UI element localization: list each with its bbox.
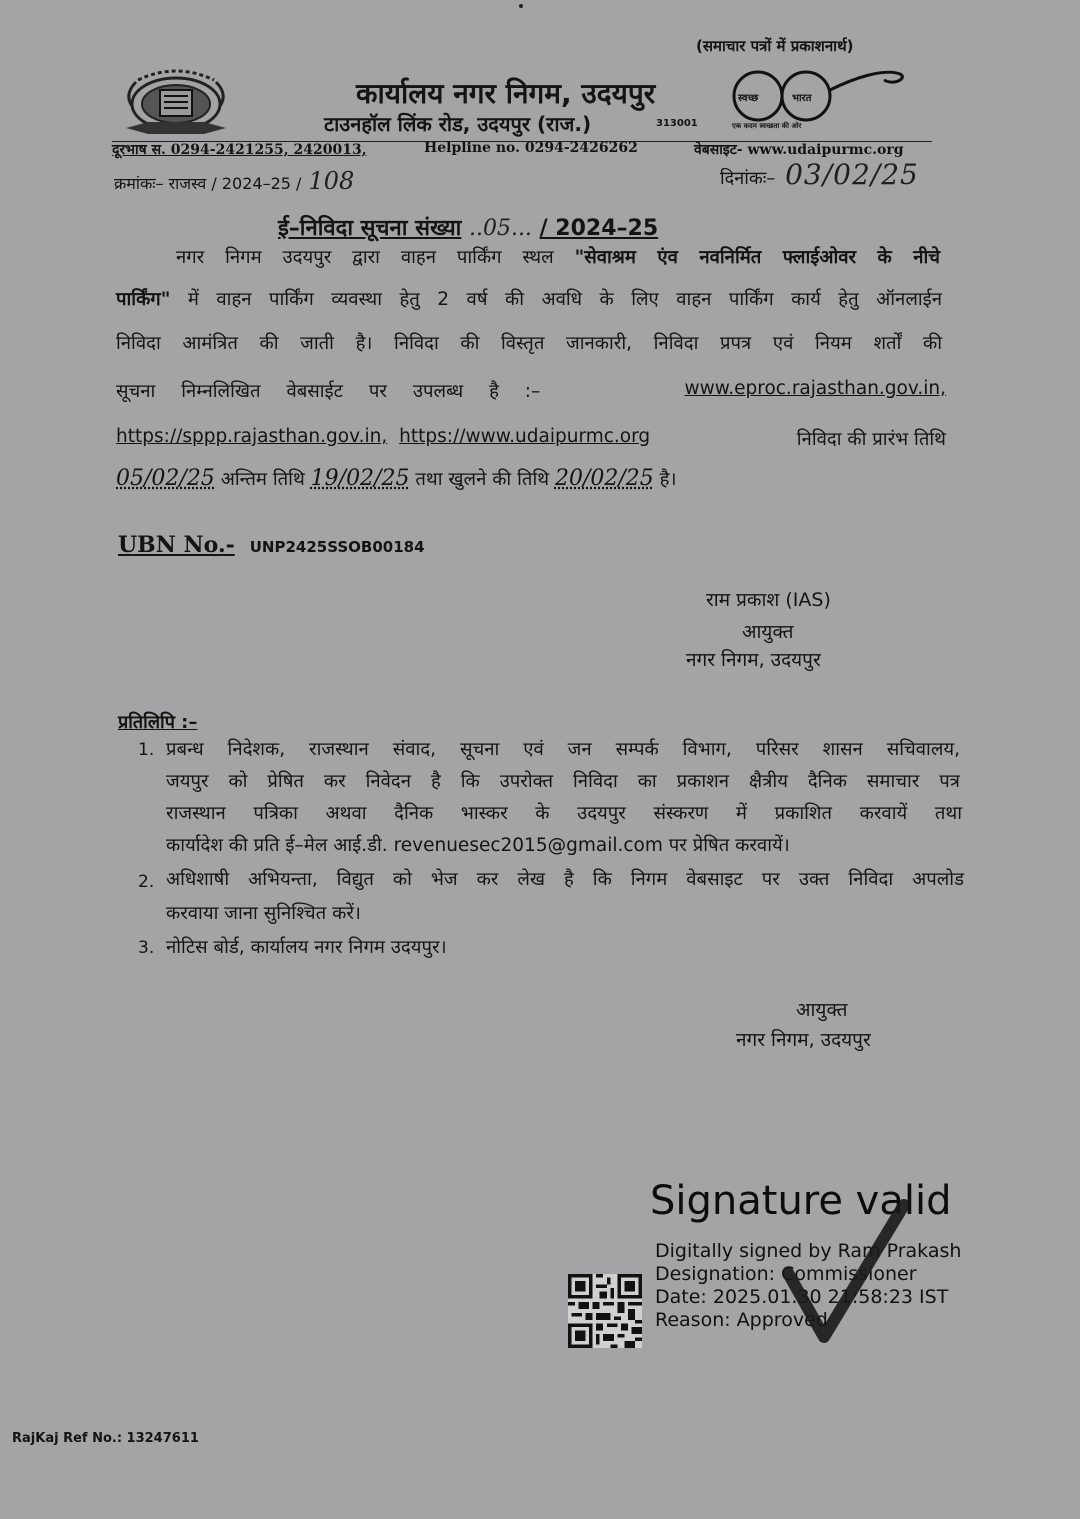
swachh-bharat-logo — [724, 64, 910, 136]
copy-item-1-line-1: प्रबन्ध निदेशक, राजस्थान संवाद, सूचना एवं जन सम्पर्क विभाग, परिसर शासन सचिवालय, — [166, 739, 960, 760]
website-link: वेबसाइट- www.udaipurmc.org — [694, 142, 904, 158]
notice-line-2b: में वाहन पार्किंग व्यवस्था हेतु 2 वर्ष की अवधि के लिए वाहन पार्किंग कार्य हेतु ऑनलाईन — [187, 289, 942, 310]
signature-reason: Reason: Approved — [655, 1309, 828, 1331]
copy-heading: प्रतिलिपि :– — [118, 712, 198, 733]
qr-code-icon — [568, 1274, 642, 1348]
udaipurmc-link[interactable]: https://www.udaipurmc.org — [399, 426, 651, 447]
notice-title-prefix: ई–निविदा सूचना संख्या — [278, 216, 462, 241]
notice-line-5 — [116, 426, 946, 450]
notice-line-1b: "सेवाश्रम एंव नवनिर्मित फ्लाईओवर के नीचे — [574, 247, 941, 268]
municipal-emblem-logo — [118, 66, 234, 144]
signature-status: Signature valid — [650, 1178, 952, 1224]
ubn-number — [118, 532, 425, 558]
notice-title — [278, 212, 658, 242]
rajkaj-reference: RajKaj Ref No.: 13247611 — [12, 1431, 199, 1446]
start-date-label: निविदा की प्रारंभ तिथि — [796, 429, 946, 450]
contact-line — [112, 140, 932, 158]
notice-line-3: निविदा आमंत्रित की जाती है। निविदा की विस्तृत जानकारी, निविदा प्रपत्र एवं नियम शर्तों की — [116, 333, 942, 354]
helpline-number: Helpline no. 0294-2426262 — [424, 140, 638, 156]
ubn-value: UNP2425SSOB00184 — [249, 538, 425, 556]
issue-date — [720, 158, 919, 191]
swachh-right-text: भारत — [792, 93, 812, 104]
signatory-name: राम प्रकाश (IAS) — [706, 589, 831, 611]
copy-item-3-number: 3. — [138, 938, 155, 958]
copy-item-1-line-3: राजस्थान पत्रिका अथवा दैनिक भास्कर के उदयपुर संस्करण में प्रकाशित करवायें तथा — [166, 803, 962, 824]
signatory-office: नगर निगम, उदयपुर — [686, 649, 821, 671]
copy-item-3-line-1: नोटिस बोर्ड, कार्यालय नगर निगम उदयपुर। — [166, 937, 447, 958]
check-mark-icon — [780, 1195, 910, 1345]
phone-numbers: दूरभाष स. 0294-2421255, 2420013, — [112, 142, 367, 158]
office-address: टाउनहॉल लिंक रोड, उदयपुर (राज.) — [324, 112, 592, 136]
signatory2-office: नगर निगम, उदयपुर — [736, 1029, 871, 1051]
signatory2-designation: आयुक्त — [796, 999, 848, 1021]
signer-designation: Designation: Commissioner — [655, 1263, 917, 1285]
copy-item-1-number: 1. — [138, 740, 155, 760]
last-date-label: अन्तिम तिथि — [220, 469, 305, 490]
copy-item-1-line-2: जयपुर को प्रेषित कर निवेदन है कि उपरोक्त निविदा का प्रकाशन क्षैत्रीय दैनिक समाचार पत्र — [166, 771, 960, 792]
press-note: (समाचार पत्रों में प्रकाशनार्थ) — [696, 37, 854, 55]
eproc-link[interactable]: www.eproc.rajasthan.gov.in, — [684, 378, 946, 399]
copy-item-1-line-4: कार्यादेश की प्रति ई–मेल आई.डी. revenuesec2015@gmail.com पर प्रेषित करवायें। — [166, 835, 790, 856]
copy-item-2-number: 2. — [138, 872, 155, 892]
notice-end: है। — [659, 469, 677, 490]
date-handwritten-value: 03/02/25 — [785, 158, 919, 191]
start-date-handwritten: 05/02/25 — [116, 466, 215, 491]
last-date-handwritten: 19/02/25 — [310, 466, 410, 491]
open-date-label: तथा खुलने की तिथि — [415, 469, 550, 490]
ubn-label: UBN No.- — [118, 532, 235, 558]
notice-line-2a: पार्किंग" — [116, 289, 171, 310]
notice-line-1 — [176, 244, 940, 269]
notice-line-6 — [116, 466, 677, 491]
swachh-tagline: एक कदम स्वच्छता की ओर — [732, 122, 802, 130]
swachh-left-text: स्वच्छ — [738, 93, 759, 104]
signed-by: Digitally signed by Ram Prakash — [655, 1240, 962, 1262]
notice-title-suffix: / 2024–25 — [539, 216, 659, 241]
notice-line-4a: सूचना निम्नलिखित वेबसाईट पर उपलब्ध है :– — [116, 381, 541, 402]
notice-line-4 — [116, 378, 946, 403]
copy-item-2-line-2: करवाया जाना सुनिश्चित करें। — [166, 903, 361, 924]
speck — [519, 4, 523, 8]
copy-item-2-line-1: अधिशाषी अभियन्ता, विद्युत को भेज कर लेख है कि निगम वेबसाइट पर उक्त निविदा अपलोड — [166, 869, 964, 890]
reference-number — [114, 167, 354, 195]
reference-label: क्रमांकः– राजस्व / 2024–25 / — [114, 174, 302, 193]
signatory-designation: आयुक्त — [742, 621, 794, 643]
reference-handwritten-number: 108 — [308, 167, 355, 195]
office-name: कार्यालय नगर निगम, उदयपुर — [356, 77, 656, 110]
signature-date: Date: 2025.01.30 21:58:23 IST — [655, 1286, 949, 1308]
notice-line-1a: नगर निगम उदयपुर द्वारा वाहन पार्किंग स्थल — [176, 247, 554, 268]
open-date-handwritten: 20/02/25 — [554, 466, 654, 491]
date-label: दिनांकः– — [720, 168, 776, 189]
pin-code: 313001 — [656, 118, 698, 129]
sppp-link[interactable]: https://sppp.rajasthan.gov.in, — [116, 426, 388, 447]
notice-line-2 — [116, 286, 942, 311]
notice-title-number: ..05... — [468, 216, 532, 241]
